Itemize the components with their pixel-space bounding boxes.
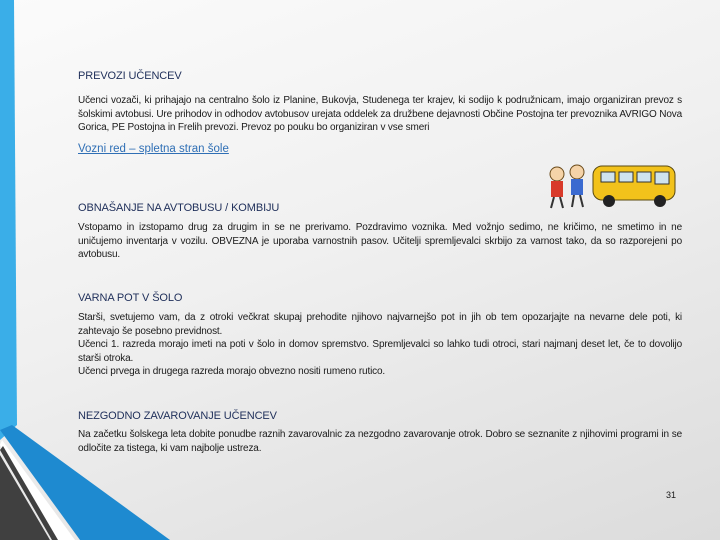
timetable-link[interactable]: Vozni red – spletna stran šole [78, 142, 229, 155]
section-obnasanje [78, 202, 682, 262]
page-number: 31 [666, 490, 677, 500]
section-varna-pot [78, 292, 682, 379]
section-text: Učenci prvega in drugega razreda morajo obvezno nositi rumeno rutico. [78, 366, 386, 378]
section-zavarovanje [78, 410, 682, 455]
section-text: Starši, svetujemo vam, da z otroki večkrat skupaj prehodite njihovo najvarnejšo pot in jih ob tem opozarjajte na nevarne dele poti, ki zahtevajo še posebno previdnost. [78, 312, 682, 337]
section-heading: PREVOZI UČENCEV [78, 70, 182, 82]
section-heading: NEZGODNO ZAVAROVANJE UČENCEV [78, 410, 277, 422]
section-text: Učenci vozači, ki prihajajo na centralno šolo iz Planine, Bukovja, Studenega ter krajev, ki sodijo k podružnicam, imajo organiziran prevoz s šolskimi avtobusi. Ure prihodov in odhodov avtobusov urejata oddelek za družbene dejavnosti Občine Postojna ter prevoznika AVRIGO Nova Gorica, PE Postojna in Frelih prevozi. Prevoz po pouku bo organiziran v vse smeri [78, 95, 682, 134]
section-heading: VARNA POT V ŠOLO [78, 292, 183, 304]
section-text: Vstopamo in izstopamo drug za drugim in se ne prerivamo. Pozdravimo voznika. Med vožnjo sedimo, ne kričimo, ne smetimo in ne uničujemo inventarja v vozilu. OBVEZNA je uporaba varnostnih pasov. Učitelji spremljevalci skrbijo za varnost tako, da so razporejeni po avtobusu. [78, 222, 682, 261]
section-text: Na začetku šolskega leta dobite ponudbe raznih zavarovalnic za nezgodno zavarovanje otrok. Dobro se seznanite z njihovimi programi in se odločite za tistega, ki vam najbolje ustreza. [78, 429, 682, 454]
section-heading: OBNAŠANJE NA AVTOBUSU / KOMBIJU [78, 202, 280, 214]
section-prevozi [78, 70, 682, 157]
section-text: Učenci 1. razreda morajo imeti na poti v šolo in domov spremstvo. Spremljevalci so lahko tudi otroci, stari najmanj deset let, če to dovolijo starši otroka. [78, 339, 682, 364]
